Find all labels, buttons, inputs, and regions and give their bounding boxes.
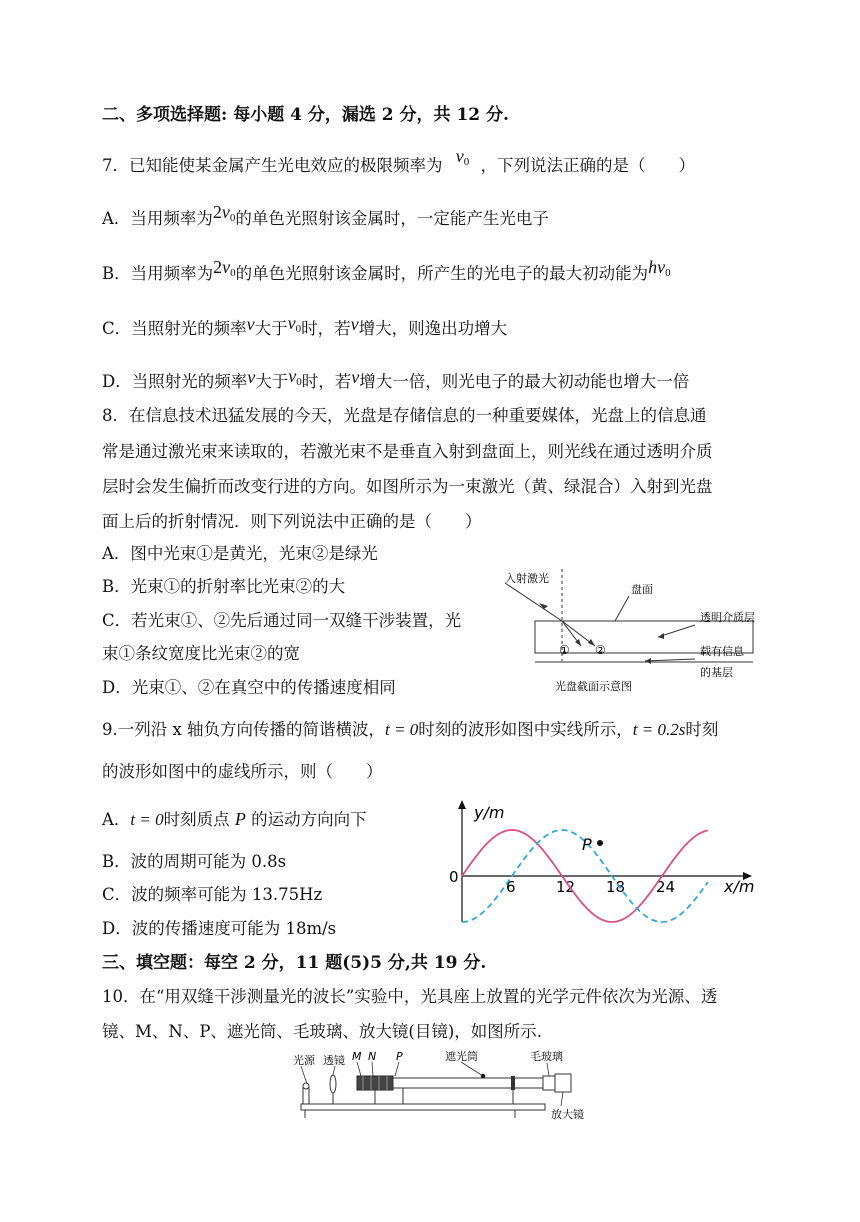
magnifier-label: 放大镜 [551, 1108, 584, 1121]
disc-label: 盘面 [631, 583, 653, 596]
tick-12: 12 [556, 878, 576, 896]
tick-24: 24 [656, 878, 676, 896]
light-shield-tube [393, 1078, 543, 1088]
p-label: P [396, 1050, 403, 1063]
q7-a-2nu0: $2v_0$ [212, 202, 236, 224]
y-axis-arrow [458, 800, 466, 809]
q7-stem-end: ，下列说法正确的是（ ） [480, 156, 695, 175]
q10-line-1: 10．在“用双缝干涉测量光的波长”实验中，光具座上放置的光学元件依次为光源、透 [102, 987, 718, 1006]
q8-option-b: B．光束①的折射率比光束②的大 [102, 577, 346, 596]
q8-line-1: 8．在信息技术迅猛发展的今天，光盘是存储信息的一种重要媒体，光盘上的信息通 [102, 406, 707, 425]
glass-label: 毛玻璃 [530, 1050, 563, 1063]
n-label: N [368, 1050, 377, 1063]
q9-option-a: A．t = 0时刻质点 P 的运动方向向下 [102, 809, 367, 829]
q8-option-a: A．图中光束①是黄光，光束②是绿光 [102, 544, 378, 563]
q7-b-hnu0: $hv_0$ [648, 257, 671, 279]
incident-ray [505, 583, 562, 621]
tick-6: 6 [506, 878, 516, 896]
beam-2-arrowhead [588, 639, 595, 646]
q8-option-c-1: C．若光束①、②先后通过同一双缝干涉装置，光 [102, 611, 462, 630]
magnifier-eyepiece [555, 1074, 571, 1092]
q7-option-b: B．当用频率为$2v_0$的单色光照射该金属时，所产生的光电子的最大初动能为$hv_0$ [102, 257, 671, 283]
beam-1-label: ① [559, 643, 570, 657]
frosted-glass [543, 1076, 555, 1090]
q7-nu0: $v_0$ [455, 146, 470, 168]
q8-line-3: 层时会发生偏折而改变行进的方向。如图所示为一束激光（黄、绿混合）入射到光盘 [102, 477, 713, 496]
y-axis-label: y/m [474, 803, 505, 822]
q9-option-b: B．波的周期可能为 0.8s [102, 852, 287, 871]
x-axis-label: x/m [724, 877, 755, 896]
section-3-title: 三、填空题：每空 2 分，11 题(5)5 分,共 19 分. [102, 953, 487, 973]
wave-graph [440, 798, 770, 928]
disc-pointer [615, 596, 629, 621]
point-p [597, 840, 603, 846]
q7-stem [102, 146, 695, 182]
beam-2-label: ② [595, 643, 606, 657]
info-label-1: 载有信息 [700, 645, 744, 658]
light-source [303, 1088, 309, 1104]
figure-caption: 光盘截面示意图 [555, 680, 632, 693]
q9-line-1: 9.一列沿 x 轴负方向传播的简谐横波，t = 0时刻的波形如图中实线所示，t = 0.2s时刻 [102, 720, 719, 739]
tick-18: 18 [606, 878, 626, 896]
m-label: M [352, 1050, 362, 1063]
info-label-2: 的基层 [700, 666, 733, 679]
optical-bench [301, 1104, 545, 1110]
q8-line-2: 常是通过激光束来读取的，若激光束不是垂直入射到盘面上，则光线在通过透明介质 [102, 442, 713, 461]
origin-label: 0 [449, 868, 459, 886]
filter-slit-assembly [357, 1076, 393, 1090]
point-p-label: P [582, 835, 592, 854]
info-pointer [645, 659, 695, 661]
lens-label: 透镜 [323, 1054, 345, 1067]
double-slit-apparatus-figure [285, 1046, 605, 1126]
q7-option-d: D．当照射光的频率ν大于$v_0$时，若ν增大一倍，则光电子的最大初动能也增大一倍 [102, 366, 690, 391]
section-2-title: 二、多项选择题: 每小题 4 分，漏选 2 分，共 12 分. [102, 105, 509, 125]
q8-line-4: 面上后的折射情况．则下列说法中正确的是（ ） [102, 512, 482, 531]
q10-line-2: 镜、M、N、P、遮光筒、毛玻璃、放大镜(目镜)，如图所示. [102, 1022, 543, 1041]
optical-disc-figure [495, 565, 785, 700]
incident-label: 入射激光 [505, 572, 549, 585]
q7-option-a: A．当用频率为$2v_0$的单色光照射该金属时，一定能产生光电子 [102, 202, 549, 228]
q8-option-d: D．光束①、②在真空中的传播速度相同 [102, 678, 396, 697]
q9-option-c: C．波的频率可能为 13.75Hz [102, 885, 323, 904]
q9-option-d: D．波的传播速度可能为 18m/s [102, 919, 337, 938]
medium-label: 透明介质层 [700, 611, 755, 624]
q7-b-2nu0: $2v_0$ [213, 257, 236, 279]
source-label: 光源 [293, 1054, 315, 1067]
q7-option-c: C．当照射光的频率ν大于$v_0$时，若ν增大，则逸出功增大 [102, 313, 508, 338]
lens [330, 1075, 336, 1093]
q9-line-2: 的波形如图中的虚线所示，则（ ） [102, 762, 383, 781]
q8-option-c-2: 束①条纹宽度比光束②的宽 [102, 644, 300, 663]
tube-label: 遮光筒 [445, 1050, 478, 1063]
q7-stem-text: 7．已知能使某金属产生光电效应的极限频率为 [102, 156, 443, 175]
